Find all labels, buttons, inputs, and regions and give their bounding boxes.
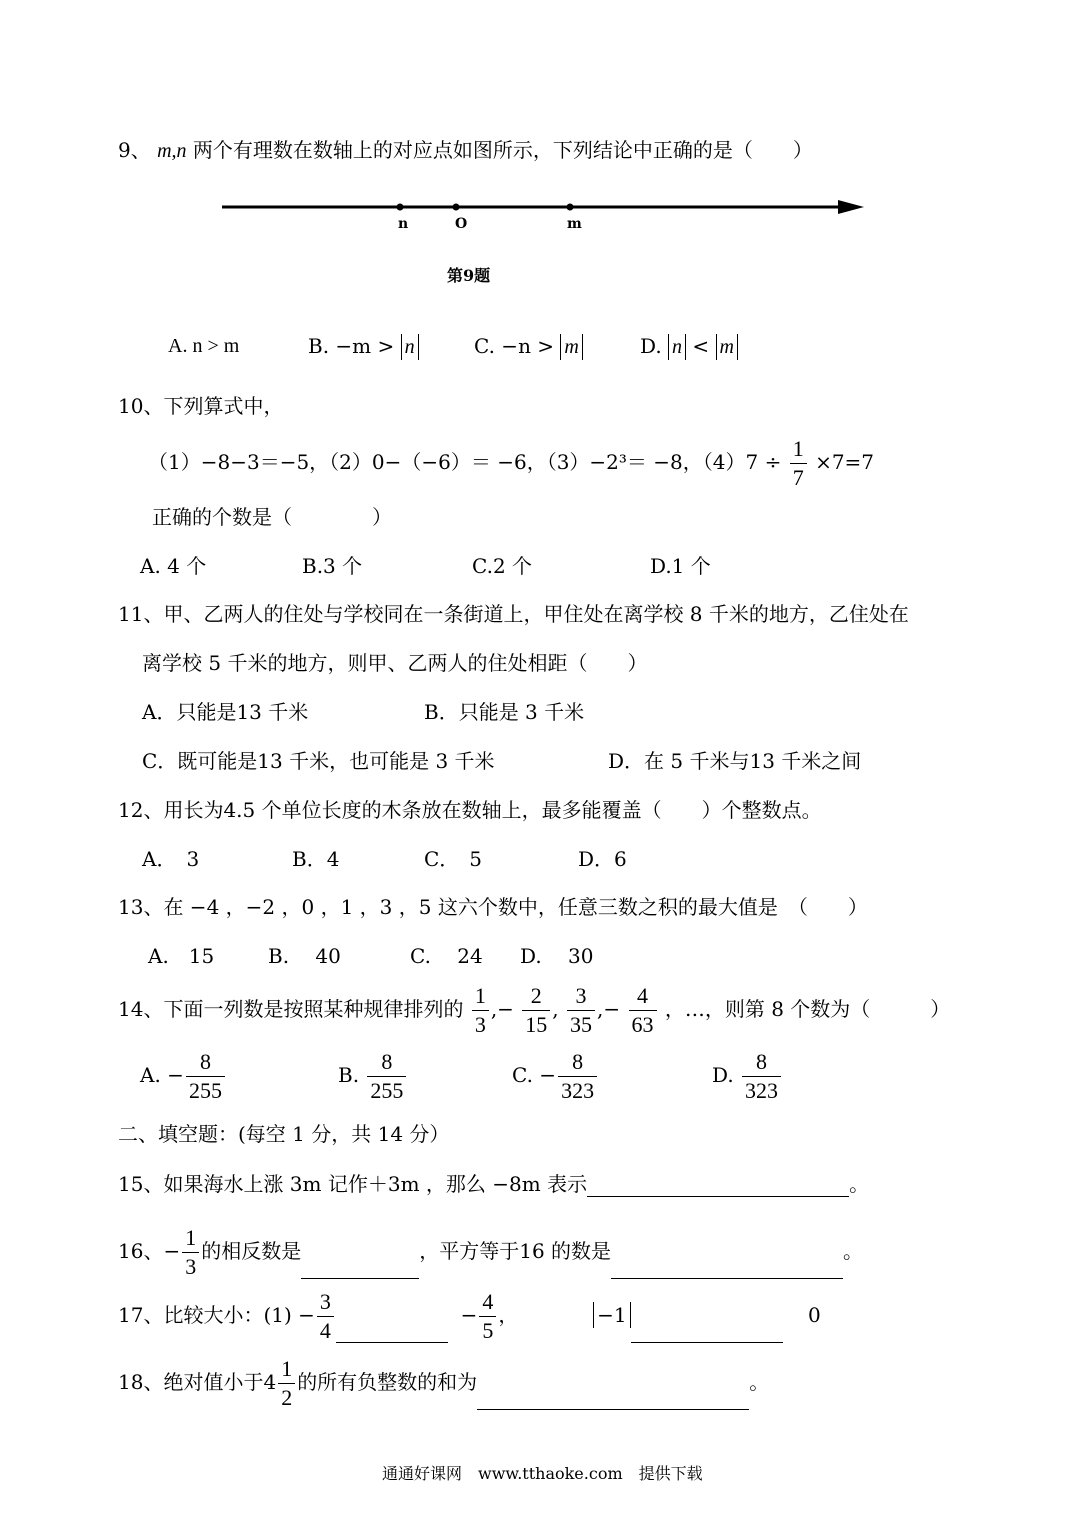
q9-option-a: A. n > m	[168, 335, 240, 357]
q10-option-a: A. 4 个	[140, 554, 207, 578]
q13-option-b: B. 40	[268, 944, 341, 968]
q13-option-c: C. 24	[410, 944, 483, 968]
q11-option-b: B．只能是 3 千米	[424, 700, 585, 724]
q10-expression: （1）−8−3＝−5，（2）0−（−6）＝ −6，（3）−2³＝ −8，（4）7 ÷ $\frac{1}{7}$ ×7=7	[148, 436, 875, 490]
q11-option-a: A．只能是13 千米	[142, 700, 309, 724]
q10-stem: 10、下列算式中，	[118, 394, 284, 418]
q10-option-c: C.2 个	[472, 554, 533, 578]
q12-option-a: A． 3	[142, 847, 200, 871]
q15: 15、如果海水上涨 3m 记作＋3m ，那么 −8m 表示 。	[118, 1172, 870, 1196]
label-m: m	[567, 216, 582, 232]
q12-option-b: B．4	[292, 847, 340, 871]
label-n: n	[398, 216, 409, 232]
q17-answer-blank-1[interactable]	[336, 1320, 448, 1343]
footer-credit: 通通好课网 www.tthaoke.com 提供下载	[382, 1464, 703, 1483]
figure-caption: 第9题	[447, 266, 491, 285]
q17-answer-blank-2[interactable]	[631, 1320, 783, 1343]
q10-option-d: D.1 个	[650, 554, 711, 578]
q9-number: 9、	[118, 138, 151, 162]
section-2-heading: 二、填空题：(每空 1 分，共 14 分）	[118, 1122, 450, 1146]
q12-option-d: D．6	[578, 847, 627, 871]
q18-answer-blank[interactable]	[477, 1387, 749, 1410]
q14-option-d: D. $\frac{8}{323}$	[712, 1050, 783, 1103]
q18: 18、绝对值小于4 $\frac{1}{2}$ 的所有负整数的和为 。	[118, 1356, 770, 1410]
number-line-figure	[0, 0, 1087, 260]
q9-text: 两个有理数在数轴上的对应点如图所示，下列结论中正确的是（ ）	[192, 138, 813, 162]
q9-vars: m,n	[157, 140, 187, 162]
q13-option-d: D. 30	[520, 944, 594, 968]
q13-option-a: A. 15	[148, 944, 215, 968]
q14-option-a: A. − $\frac{8}{255}$	[140, 1050, 227, 1103]
q11-line2: 离学校 5 千米的地方，则甲、乙两人的住处相距（ ）	[142, 651, 648, 675]
q14-option-b: B. $\frac{8}{255}$	[338, 1050, 408, 1103]
point-m	[567, 204, 574, 211]
q11-option-c: C．既可能是13 千米，也可能是 3 千米	[142, 749, 495, 773]
number-line-arrow	[838, 200, 864, 214]
q9-option-d: D. n < m	[640, 333, 738, 360]
q10-sub: 正确的个数是（ ）	[152, 505, 392, 529]
q11-line1: 11、甲、乙两人的住处与学校同在一条街道上，甲住处在离学校 8 千米的地方，乙住处在	[118, 602, 909, 626]
q10-fraction: $\frac{1}{7}$	[790, 437, 807, 490]
q17-abs-value: −1	[593, 1302, 630, 1328]
label-o: O	[455, 216, 468, 232]
q12-stem: 12、用长为4.5 个单位长度的木条放在数轴上，最多能覆盖（ ）个整数点。	[118, 798, 822, 822]
q10-option-b: B.3 个	[302, 554, 363, 578]
q16-answer-blank-2[interactable]	[611, 1256, 843, 1279]
q14-option-c: C. − $\frac{8}{323}$	[512, 1050, 599, 1103]
q13-stem: 13、在 −4 ，−2 ，0 ，1 ，3 ，5 这六个数中，任意三数之积的最大值是 （ ）	[118, 895, 868, 919]
q12-option-c: C． 5	[424, 847, 483, 871]
q14-stem: 14、下面一列数是按照某种规律排列的 $\frac{1}{3}$ ,− $\frac{2}{15}$ , $\frac{3}{35}$ ,− $\frac{4}{63}$ ，…，则第 8 个数为（ ）	[118, 983, 951, 1037]
q15-answer-blank[interactable]	[587, 1174, 849, 1197]
q9-option-c: C. −n > m	[474, 333, 583, 360]
q9-option-b: B. −m > n	[308, 333, 419, 360]
point-o	[453, 204, 460, 211]
q16-answer-blank-1[interactable]	[301, 1256, 419, 1279]
point-n	[397, 204, 404, 211]
q11-option-d: D．在 5 千米与13 千米之间	[608, 749, 862, 773]
q16: 16、− $\frac{1}{3}$ 的相反数是 ，平方等于16 的数是 。	[118, 1225, 864, 1279]
q17: 17、比较大小：(1) − $\frac{3}{4}$ − $\frac{4}{5}$ ， −1 0	[118, 1289, 821, 1343]
